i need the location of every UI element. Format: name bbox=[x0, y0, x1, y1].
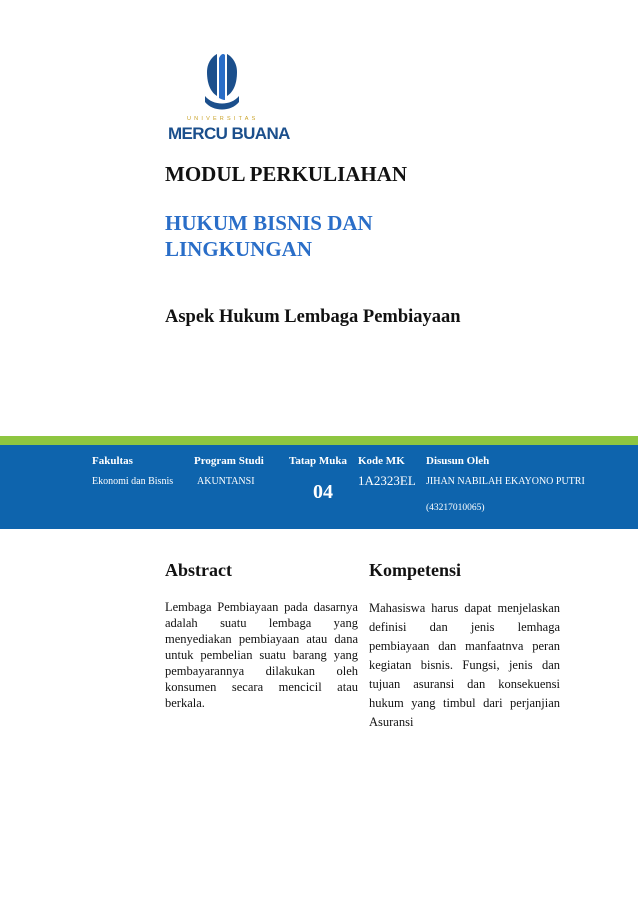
abstract-heading: Abstract bbox=[165, 560, 232, 580]
logo-name: MERCU BUANA bbox=[168, 124, 290, 143]
competency-heading: Kompetensi bbox=[369, 560, 461, 580]
meeting-value: 04 bbox=[313, 481, 333, 503]
info-band bbox=[0, 445, 638, 529]
author-header: Disusun Oleh bbox=[426, 455, 490, 467]
logo-top-text: UNIVERSITAS bbox=[187, 116, 259, 122]
author-value: JIHAN NABILAH EKAYONO PUTRI bbox=[426, 476, 585, 487]
mercu-buana-emblem-icon bbox=[203, 52, 241, 114]
competency-text: Mahasiswa harus dapat menjelaskan definisi dan jenis lemhaga pembiayaan dan manfaatnva peran kegiatan bisnis. Fungsi, jenis dan tujuan asuransi dan konsekuensi hukum yang timbul dari perjanjian Asuransi bbox=[369, 601, 560, 729]
university-logo bbox=[165, 52, 290, 147]
program-header: Program Studi bbox=[194, 455, 264, 467]
course-title: HUKUM BISNIS DAN LINGKUNGAN bbox=[165, 211, 373, 261]
topic-title: Aspek Hukum Lembaga Pembiayaan bbox=[165, 307, 461, 327]
meeting-header: Tatap Muka bbox=[289, 455, 347, 467]
code-header: Kode MK bbox=[358, 455, 405, 467]
faculty-header: Fakultas bbox=[92, 455, 133, 467]
program-value: AKUNTANSI bbox=[197, 476, 255, 487]
code-value: 1A2323EL bbox=[358, 473, 416, 488]
page-title: MODUL PERKULIAHAN bbox=[165, 162, 408, 186]
abstract-text: Lembaga Pembiayaan pada dasarnya adalah suatu lembaga yang menyediakan pembiayaan atau dana untuk pembelian suatu barang yang pembayarannya dilakukan oleh konsumen secara mencicil atau berkala. bbox=[165, 600, 358, 710]
green-stripe bbox=[0, 436, 638, 445]
author-id: (43217010065) bbox=[426, 503, 485, 513]
faculty-value: Ekonomi dan Bisnis bbox=[92, 476, 174, 487]
